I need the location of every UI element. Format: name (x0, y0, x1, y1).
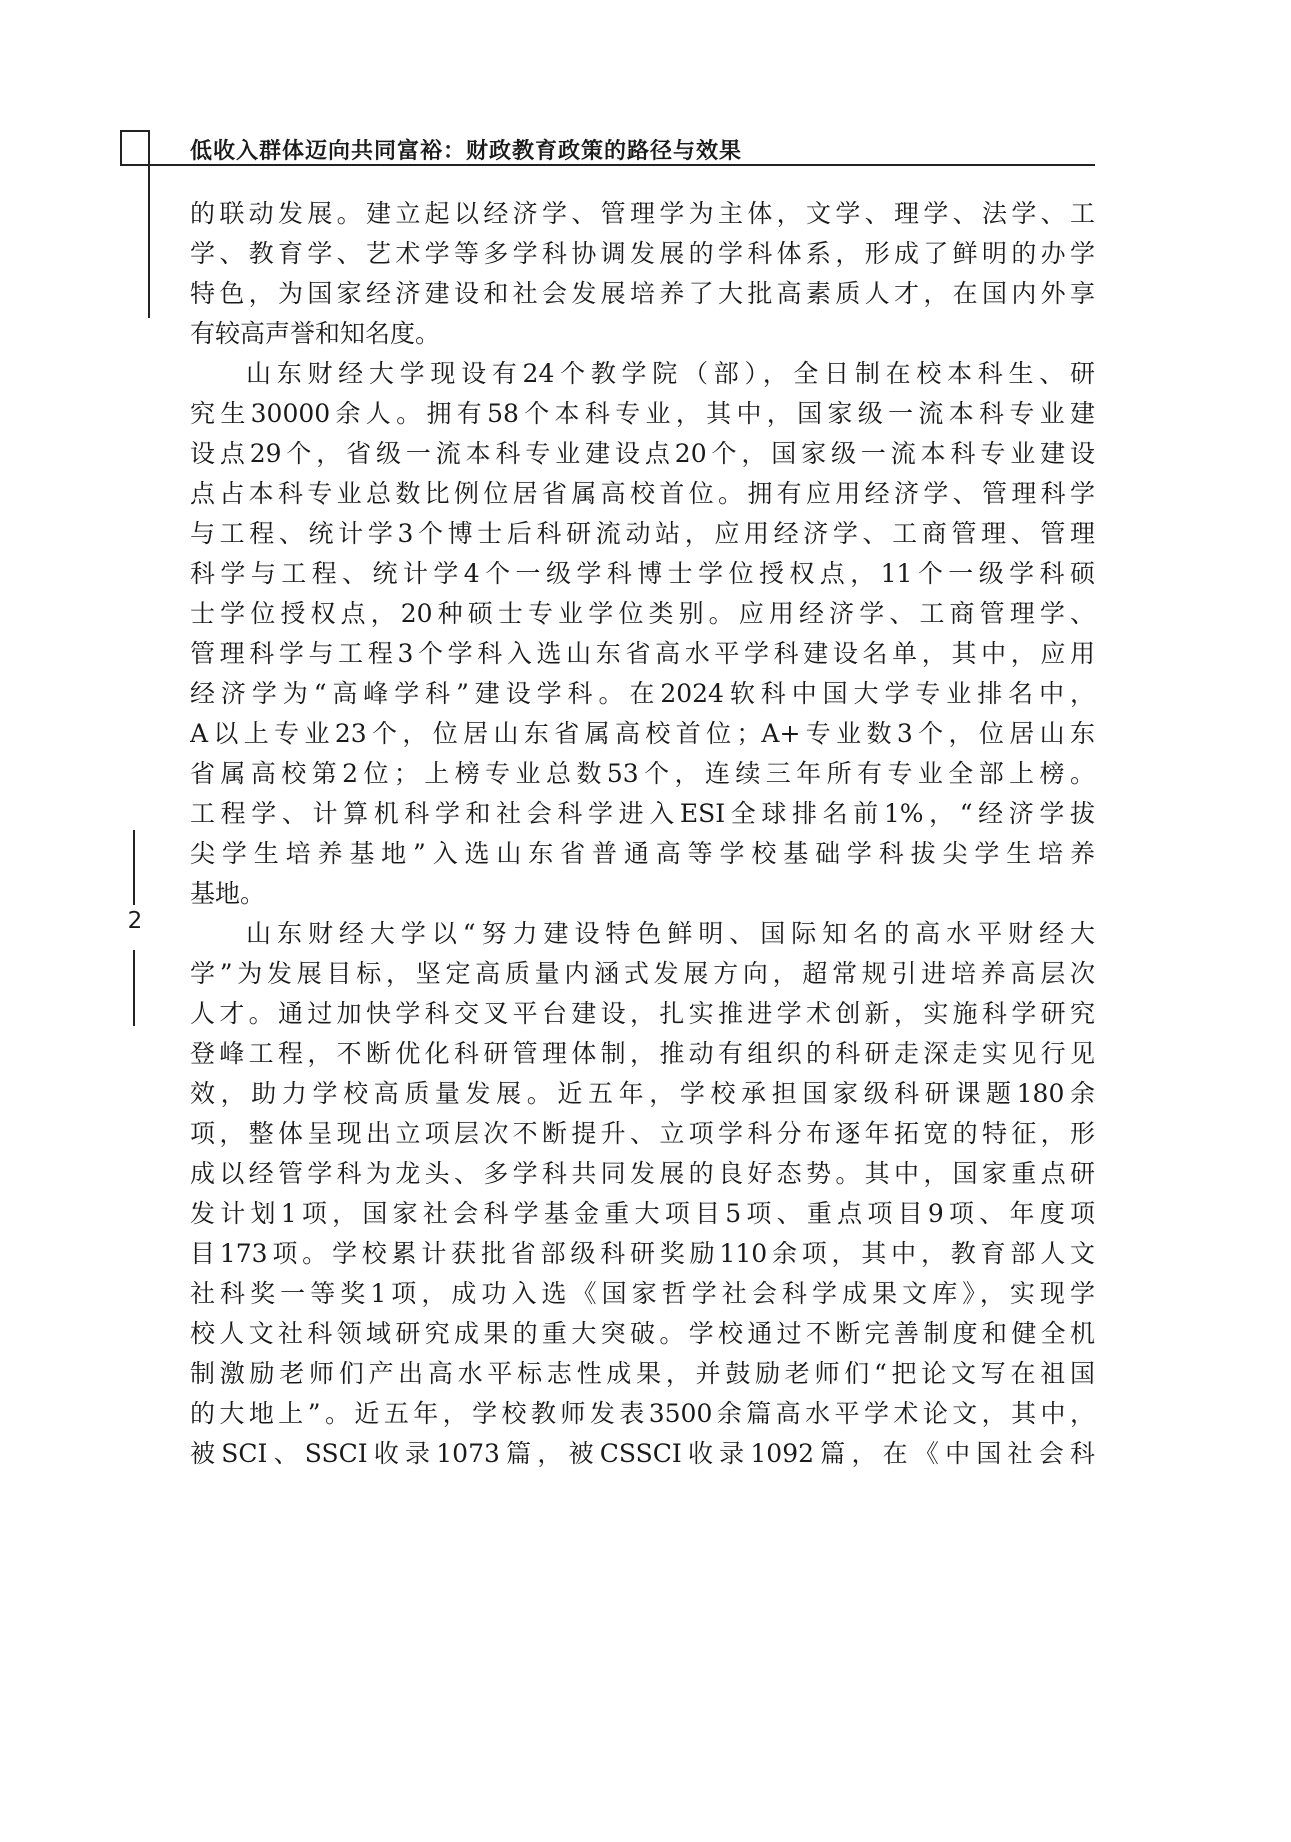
text-line: 科学与工程、统计学4个一级学科博士学位授权点，11个一级学科硕 (190, 559, 1095, 588)
text-line: 被SCI、SSCI收录1073篇，被CSSCI收录1092篇，在《中国社会科 (190, 1439, 1095, 1468)
text-line: 学、教育学、艺术学等多学科协调发展的学科体系，形成了鲜明的办学 (190, 239, 1095, 268)
text-line: 目173项。学校累计获批省部级科研奖励110余项，其中，教育部人文 (190, 1239, 1095, 1268)
text-line: 人才。通过加快学科交叉平台建设，扎实推进学术创新，实施科学研究 (190, 999, 1095, 1028)
text-line: 制激励老师们产出高水平标志性成果，并鼓励老师们“把论文写在祖国 (190, 1359, 1095, 1388)
text-line: 校人文社科领域研究成果的重大突破。学校通过不断完善制度和健全机 (190, 1319, 1095, 1348)
page-number: 2 (127, 908, 143, 934)
running-title: 低收入群体迈向共同富裕：财政教育政策的路径与效果 (190, 139, 743, 164)
text-line: 经济学为“高峰学科”建设学科。在2024软科中国大学专业排名中， (190, 679, 1095, 708)
text-line: 的联动发展。建立起以经济学、管理学为主体，文学、理学、法学、工 (190, 199, 1095, 228)
text-line: 项，整体呈现出立项层次不断提升、立项学科分布逐年拓宽的特征，形 (190, 1119, 1095, 1148)
text-line: A以上专业23个，位居山东省属高校首位；A+专业数3个，位居山东 (190, 719, 1095, 748)
body-text (190, 194, 1095, 1474)
text-line: 的大地上”。近五年，学校教师发表3500余篇高水平学术论文，其中， (190, 1399, 1095, 1428)
margin-rule (148, 164, 150, 318)
text-line: 尖学生培养基地”入选山东省普通高等学校基础学科拔尖学生培养 (190, 839, 1095, 868)
text-line: 与工程、统计学3个博士后科研流动站，应用经济学、工商管理、管理 (190, 519, 1095, 548)
header-corner-box (120, 130, 150, 166)
text-line: 特色，为国家经济建设和社会发展培养了大批高素质人才，在国内外享 (190, 279, 1095, 308)
text-line: 有较高声誉和知名度。 (190, 319, 441, 348)
text-line: 工程学、计算机科学和社会科学进入ESI全球排名前1%，“经济学拔 (190, 799, 1095, 828)
text-line: 效，助力学校高质量发展。近五年，学校承担国家级科研课题180余 (190, 1079, 1095, 1108)
text-line: 基地。 (190, 879, 266, 908)
page-number-rule-upper (133, 830, 135, 905)
text-line: 管理科学与工程3个学科入选山东省高水平学科建设名单，其中，应用 (190, 639, 1095, 668)
text-line: 设点29个，省级一流本科专业建设点20个，国家级一流本科专业建设 (190, 439, 1095, 468)
text-line: 山东财经大学以“努力建设特色鲜明、国际知名的高水平财经大 (246, 919, 1095, 948)
text-line: 学”为发展目标，坚定高质量内涵式发展方向，超常规引进培养高层次 (190, 959, 1095, 988)
text-line: 成以经管学科为龙头、多学科共同发展的良好态势。其中，国家重点研 (190, 1159, 1095, 1188)
text-line: 发计划1项，国家社会科学基金重大项目5项、重点项目9项、年度项 (190, 1199, 1095, 1228)
text-line: 山东财经大学现设有24个教学院（部），全日制在校本科生、研 (246, 359, 1095, 388)
text-line: 社科奖一等奖1项，成功入选《国家哲学社会科学成果文库》，实现学 (190, 1279, 1095, 1308)
text-line: 登峰工程，不断优化科研管理体制，推动有组织的科研走深走实见行见 (190, 1039, 1095, 1068)
text-line: 究生30000余人。拥有58个本科专业，其中，国家级一流本科专业建 (190, 399, 1095, 428)
text-line: 省属高校第2位；上榜专业总数53个，连续三年所有专业全部上榜。 (190, 759, 1095, 788)
text-line: 士学位授权点，20种硕士专业学位类别。应用经济学、工商管理学、 (190, 599, 1095, 628)
page-number-rule-lower (133, 950, 135, 1026)
text-line: 点占本科专业总数比例位居省属高校首位。拥有应用经济学、管理科学 (190, 479, 1095, 508)
